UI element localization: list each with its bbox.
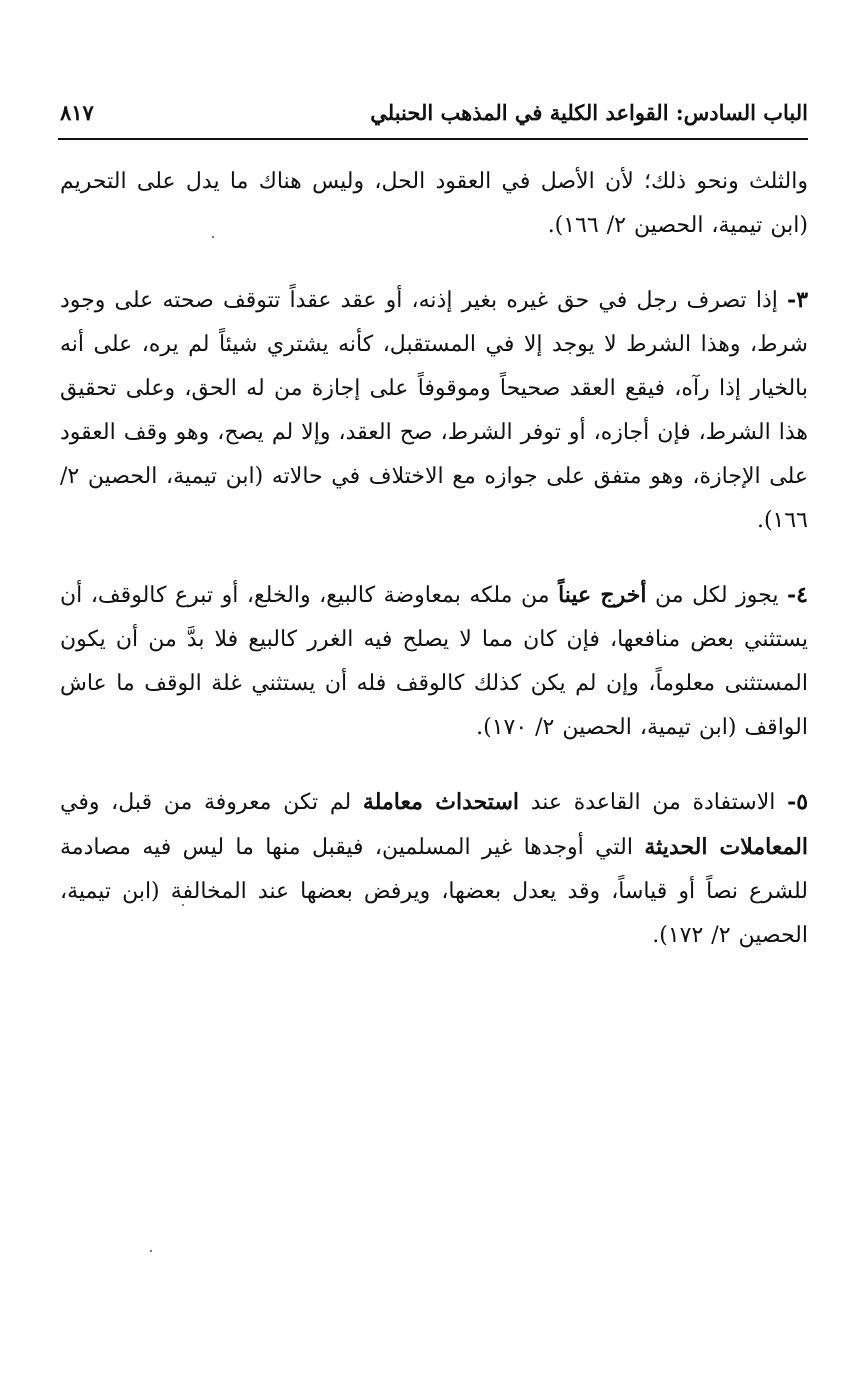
scan-speck [212, 236, 214, 238]
paragraph-text: إذا تصرف رجل في حق غيره بغير إذنه، أو عقد عقداً تتوقف صحته على وجود شرط، وهذا الشرط لا يوجد إلا في المستقبل، كأنه يشتري شيئاً لم يره، على أنه بالخيار إذا رآه، فيقع العقد صحيحاً وموقوفاً على إجازة من له الحق، وعلى تحقيق هذا الشرط، فإن أجازه، أو توفر الشرط، صح العقد، وإلا لم يصح، وهو وقف العقود على الإجازة، وهو متفق على جوازه مع الاختلاف في حالاته (ابن تيمية، الحصين ٢/ ١٦٦). [60, 288, 808, 533]
header-divider [58, 138, 808, 140]
paragraph-item-5 [60, 780, 808, 958]
paragraph-item-3 [60, 278, 808, 543]
item-number: ٣- [787, 287, 809, 313]
bold-phrase: المعاملات الحديثة [644, 834, 809, 860]
scan-speck [150, 1250, 152, 1252]
item-number: ٥- [787, 789, 809, 815]
bold-phrase: أخرج عيناً [558, 582, 647, 608]
page-number: ٨١٧ [60, 100, 94, 125]
paragraph-text: التي أوجدها غير المسلمين، فيقبل منها ما ليس فيه مصادمة للشرع نصاً أو قياساً، وقد يعدل بعضها، ويرفض بعضها عند المخالفة (ابن تيمية، الحصين ٢/ ١٧٢). [60, 835, 808, 948]
paragraph-text: لم تكن معروفة من قبل، وفي [60, 790, 352, 815]
paragraph-item-4 [60, 573, 808, 750]
paragraph-text: يجوز لكل من [655, 583, 779, 608]
paragraph-continuation [60, 160, 808, 248]
running-header [60, 98, 808, 134]
bold-phrase: استحداث معاملة [362, 789, 519, 815]
scan-speck [182, 904, 184, 906]
paragraph-text: من ملكه بمعاوضة كالبيع، والخلع، أو تبرع كالوقف، أن يستثني بعض منافعها، فإن كان مما لا يصلح فيه الغرر كالبيع فلا بدَّ من أن يكون المستثنى معلوماً، وإن لم يكن كذلك كالوقف فله أن يستثني غلة الوقف ما عاش الواقف (ابن تيمية، الحصين ٢/ ١٧٠). [60, 583, 808, 740]
item-number: ٤- [787, 582, 808, 608]
chapter-title: الباب السادس: القواعد الكلية في المذهب الحنبلي [370, 100, 808, 125]
paragraph-text: والثلث ونحو ذلك؛ لأن الأصل في العقود الحل، وليس هناك ما يدل على التحريم (ابن تيمية، الحصين ٢/ ١٦٦). [60, 169, 808, 238]
paragraph-text: الاستفادة من القاعدة عند [530, 790, 776, 815]
body-text [60, 160, 808, 958]
